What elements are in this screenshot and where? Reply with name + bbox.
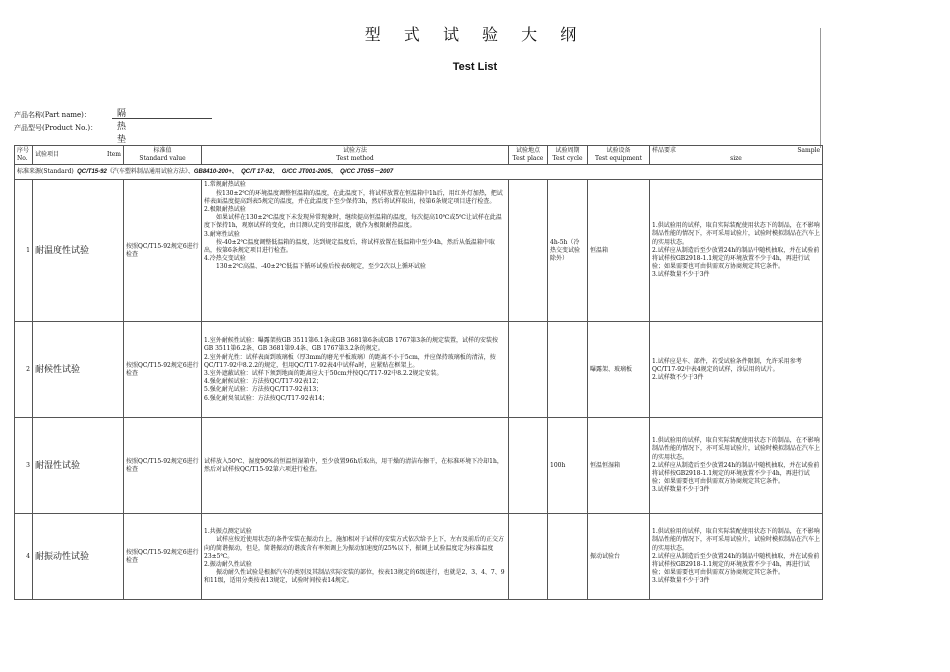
product-model-label: 产品型号(Product No.)：: [14, 124, 98, 132]
row-method: 试样放入50℃、湿度90%的恒温恒湿箱中，至少放置96h后取出，用干燥的清洁布擦干，在标准环境下冷却1h，然后对试样按QC/T15-92第六项进行检查。: [202, 418, 509, 514]
row-cycle: 4h-5h（冷热交变试验除外）: [548, 180, 588, 322]
header-equipment: 试验设备 Test equipment: [588, 146, 650, 165]
row-number: 4: [15, 514, 33, 600]
row-cycle: [548, 322, 588, 418]
row-number: 3: [15, 418, 33, 514]
row-place: [509, 322, 548, 418]
row-method: 1.室外耐候性试验：曝露架按GB 3511第6.1条或GB 3681第6条或GB 1767第3条的规定装置，试样的安装按GB 3511第6.2条、GB 3681第9.4条、GB 1767第3.2条的规定。 2.室外耐光性：试样表面到玻璃板（厚3mm的磨光平板玻璃）的距离不小于5cm，并应保持玻璃板的清洁，按QC/T17-92中8.2.2的规定，但用QC/T17-92表4中试样a时，应紧贴在框架上。 3.室外遮蔽试验：试样下须到地面的距离应大于50cm并按QC/T17-92中8.2.2规定安装。 4.强化耐候试验：方法按QC/T17-92表12； 5.强化耐光试验：方法按QC/T17-92表13； 6.强化耐臭氧试验：方法按QC/T17-92表14；: [202, 322, 509, 418]
row-standard: 按照QC/T15-92规定6进行检查: [124, 514, 202, 600]
row-cycle: [548, 514, 588, 600]
row-sample: 1.试样应是车、部件，若受试验条件限制，允许采用参考QC/T17-92中表4规定的试样，涂层用的试片。 2.试样数不少于3件: [650, 322, 823, 418]
page-right-border: [820, 28, 821, 148]
row-place: [509, 180, 548, 322]
row-standard: 按照QC/T15-92规定6进行检查: [124, 180, 202, 322]
document-title: 型 式 试 验 大 纲: [364, 25, 586, 44]
row-place: [509, 514, 548, 600]
product-name-label: 产品名称(Part name)：: [14, 111, 91, 119]
row-item: 耐湿性试验: [33, 418, 124, 514]
header-item: 试验项目 Item: [33, 146, 124, 165]
product-model-field: [14, 123, 97, 133]
standard-source-cell: 标准来源(Standard) QC/T15-92《汽车塑料制品通用试验方法》、GB8410-200+、 QC/T 17-92、 G/CC JT001-2005、 Q/CC JT055－2007: [15, 165, 823, 180]
row-cycle: 100h: [548, 418, 588, 514]
header-cycle: 试验周期 Test cycle: [548, 146, 588, 165]
row-equipment: 振动试验台: [588, 514, 650, 600]
row-sample: 1.供试验用的试样，取自实际装配使用状态下的制品，在不影响制品性能的情况下，亦可采用试验片，试验时模拟制品在汽车上的实用状态。 2.试样应从制造后至少放置24h的制品中随机抽取，并在试验前将试样按GB2918-1.1规定的环境放置不少于4h，再进行试验；如果需要也可由供需双方协商规定其它条件。 3.试样数量不少于3件: [650, 180, 823, 322]
row-equipment: 恒温箱: [588, 180, 650, 322]
header-no: 序号 No.: [15, 146, 33, 165]
row-item: 耐振动性试验: [33, 514, 124, 600]
row-equipment: 曝露架、玻璃板: [588, 322, 650, 418]
header-sample: 样品要求 Sample size: [650, 146, 823, 165]
product-name-value[interactable]: 隔热垫: [117, 109, 127, 145]
table-row: [15, 180, 823, 322]
header-method: 试验方法 Test method: [202, 146, 509, 165]
table-header-row: [15, 146, 823, 165]
row-item: 耐候性试验: [33, 322, 124, 418]
row-place: [509, 418, 548, 514]
row-equipment: 恒温恒湿箱: [588, 418, 650, 514]
product-name-underline: [112, 118, 212, 119]
row-sample: 1.供试验用的试样，取自实际装配使用状态下的制品，在不影响制品性能的情况下，亦可采用试验片，试验时模拟制品在汽车上的实用状态。 2.试样应从制造后至少放置24h的制品中随机抽取，并在试验前将试样按GB2918-1.1规定的环境放置不少于4h，再进行试验；如果需要也可由供需双方协商规定其它条件。 3.试样数量不少于3件: [650, 514, 823, 600]
row-item: 耐温度性试验: [33, 180, 124, 322]
table-row: [15, 514, 823, 600]
test-list-table: [14, 145, 823, 600]
row-number: 2: [15, 322, 33, 418]
document-subtitle: Test List: [452, 61, 498, 73]
row-method: 1.共振点测定试验 试样应按近使用状态的条件安装在振动台上，施加相对于试样的安装方式依次给予上下，左右及前后的正交方向的简谐振动，但是，简谐振动的谐波含有率须调上为振动加速度的25%以下，振调上试验温度定为标准温度23±5℃。 2.振动耐久性试验 振动耐久性试验是根据汽车的类别及其制品实际安装的部位，按表13规定的6级进行，也就是2、3、4、7、9和11级，适用分类按表13规定，试验时间按表14规定。: [202, 514, 509, 600]
standard-source-row: [15, 165, 823, 180]
row-standard: 按照QC/T15-92规定6进行检查: [124, 418, 202, 514]
row-number: 1: [15, 180, 33, 322]
row-sample: 1.供试验用的试样，取自实际装配使用状态下的制品，在不影响制品性能的情况下，亦可采用试验片，试验时模拟制品在汽车上的实用状态。 2.试样应从制造后至少放置24h的制品中随机抽取，并在试验前将试样按GB2918-1.1规定的环境放置不少于4h，再进行试验；如果需要也可由供需双方协商规定其它条件。 3.试样数量不少于3件: [650, 418, 823, 514]
row-standard: 按照QC/T15-92规定6进行检查: [124, 322, 202, 418]
row-method: 1.常规耐热试验 按130±2℃的环境温度调整恒温箱的温度，在此温度下，将试样放置在恒温箱中1h后，用红外灯加热，把试样表面温度提高到表5规定的温度，并在此温度下至少保持3h，然后将试样取出，按第6条规定项目进行检查。 2.极限耐热试验 如果试样在130±2℃温度下未发现异常现象时，继续提高恒温箱的温度，每次提高10℃或5℃让试样在此温度下保持1h，观察试样的变化，由目测认定的变形温度，就作为极限耐热温度。 3.耐寒性试验 按-40±2℃温度调整低温箱的温度，达到规定温度后，将试样放置在低温箱中至少4h，然后从低温箱中取出，按第6条规定项目进行检查。 4.冷热交变试验 130±2℃高温、-40±2℃低温下循环试验后按表6规定，至少2次以上循环试验: [202, 180, 509, 322]
header-standard: 标准值 Standard value: [124, 146, 202, 165]
header-place: 试验地点 Test place: [509, 146, 548, 165]
table-row: [15, 418, 823, 514]
table-row: [15, 322, 823, 418]
